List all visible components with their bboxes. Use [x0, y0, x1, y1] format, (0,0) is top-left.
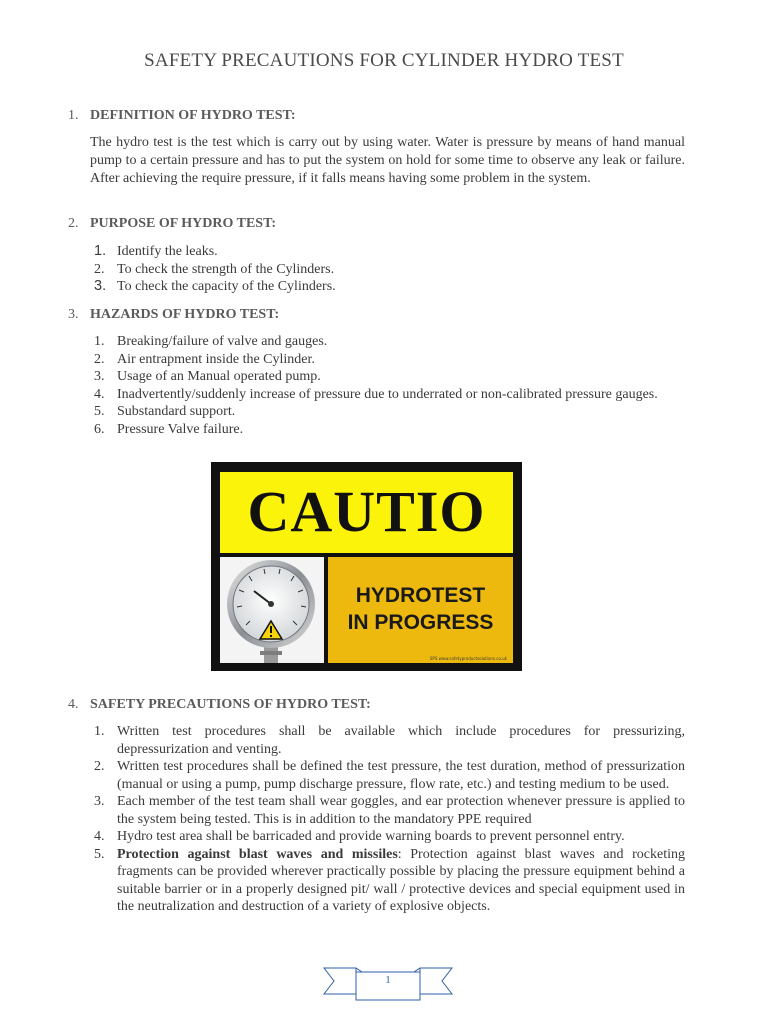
- list-number: 3.: [94, 369, 105, 384]
- list-number: 5.: [94, 846, 105, 862]
- list-text: Substandard support.: [117, 404, 236, 419]
- section-title: PURPOSE OF HYDRO TEST:: [90, 216, 277, 231]
- list-item: [90, 261, 685, 279]
- section-heading-definition: [68, 108, 296, 124]
- list-number: 1.: [94, 334, 105, 349]
- page-number: 1: [385, 974, 391, 986]
- list-number: 2.: [94, 759, 105, 774]
- section-title: SAFETY PRECAUTIONS OF HYDRO TEST:: [90, 697, 371, 712]
- list-item: [90, 351, 685, 369]
- document-title: SAFETY PRECAUTIONS FOR CYLINDER HYDRO TEST: [144, 50, 624, 71]
- section-number: 3.: [68, 307, 79, 322]
- list-item: [90, 333, 685, 351]
- list-text: : Protection against blast waves and rocketing fragments can be provided wherever practically possible by placing the pressure equipment behind a suitable barrier or in a properly designed pit/ wall / protective devices and special equipment used in the neutralization and destruction of a variety of explosive objects.: [117, 846, 685, 914]
- list-text: Pressure Valve failure.: [117, 421, 244, 437]
- hazards-list: [90, 333, 685, 438]
- purpose-list: [90, 243, 685, 296]
- list-item: [90, 828, 685, 846]
- list-item: [90, 403, 685, 421]
- list-text: Hydro test area shall be barricaded and provide warning boards to prevent personnel entry.: [117, 829, 625, 844]
- section-heading-hazards: [68, 307, 279, 323]
- list-item: [90, 278, 685, 296]
- list-item: [90, 846, 685, 916]
- page-number-ribbon: [322, 964, 454, 1002]
- list-text: Usage of an Manual operated pump.: [117, 369, 321, 384]
- list-item: [90, 243, 685, 261]
- section-title: DEFINITION OF HYDRO TEST:: [90, 108, 296, 123]
- hydrotest-line-1: HYDROTEST: [355, 584, 486, 607]
- caution-banner: [220, 472, 513, 553]
- hydrotest-message-panel: [328, 557, 513, 663]
- sign-credit: SPS www.safetyproductsolutions.co.uk: [429, 656, 507, 661]
- list-text: Identify the leaks.: [117, 244, 218, 259]
- list-text: Each member of the test team shall wear goggles, and ear protection whenever pressure is applied to the system being tested. This is in addition to the mandatory PPE required: [117, 794, 685, 827]
- list-text: Written test procedures shall be defined the test pressure, the test duration, method of pressurization (manual or using a pump, pump discharge pressure, flow rate, etc.) and testing medium to be used.: [117, 759, 685, 792]
- list-bold-lead: Protection against blast waves and missiles: [117, 846, 398, 862]
- list-item: [90, 386, 685, 404]
- list-number: 1.: [94, 724, 105, 739]
- section-heading-safety: [68, 697, 371, 713]
- list-number: 2.: [94, 351, 105, 367]
- list-text: Air entrapment inside the Cylinder.: [117, 351, 315, 367]
- safety-list: [90, 723, 685, 916]
- section-heading-purpose: [68, 216, 276, 232]
- list-number: 4.: [94, 386, 105, 402]
- list-number: 2.: [94, 261, 105, 277]
- list-text: Inadvertently/suddenly increase of pressure due to underrated or non-calibrated pressure gauges.: [117, 386, 658, 402]
- section-number: 1.: [68, 108, 79, 123]
- section-number: 4.: [68, 697, 79, 712]
- list-number: 6.: [94, 421, 105, 437]
- pressure-gauge-icon: [220, 557, 324, 663]
- hydrotest-line-2: IN PROGRESS: [347, 611, 494, 634]
- list-number: 3.: [94, 278, 107, 294]
- section-title: HAZARDS OF HYDRO TEST:: [90, 307, 280, 322]
- section-number: 2.: [68, 216, 79, 231]
- list-text: Written test procedures shall be available which include procedures for pressurizing, depressurization and venting.: [117, 724, 685, 757]
- definition-paragraph: The hydro test is the test which is carry out by using water. Water is pressure by means of hand manual pump to a certain pressure and has to put the system on hold for some time to observe any leak or failure. After achieving the require pressure, if it falls means having some problem in the system.: [90, 135, 685, 186]
- list-item: [90, 793, 685, 828]
- list-text: Breaking/failure of valve and gauges.: [117, 334, 328, 349]
- caution-sign-image: [211, 462, 522, 671]
- list-text: To check the capacity of the Cylinders.: [117, 279, 336, 294]
- caution-word: CAUTIO: [247, 479, 486, 544]
- list-number: 5.: [94, 404, 105, 419]
- list-number: 1.: [94, 243, 107, 259]
- list-item: [90, 368, 685, 386]
- list-item: [90, 723, 685, 758]
- list-item: [90, 421, 685, 439]
- list-text: To check the strength of the Cylinders.: [117, 261, 335, 277]
- list-number: 3.: [94, 794, 105, 809]
- list-number: 4.: [94, 829, 105, 844]
- list-item: [90, 758, 685, 793]
